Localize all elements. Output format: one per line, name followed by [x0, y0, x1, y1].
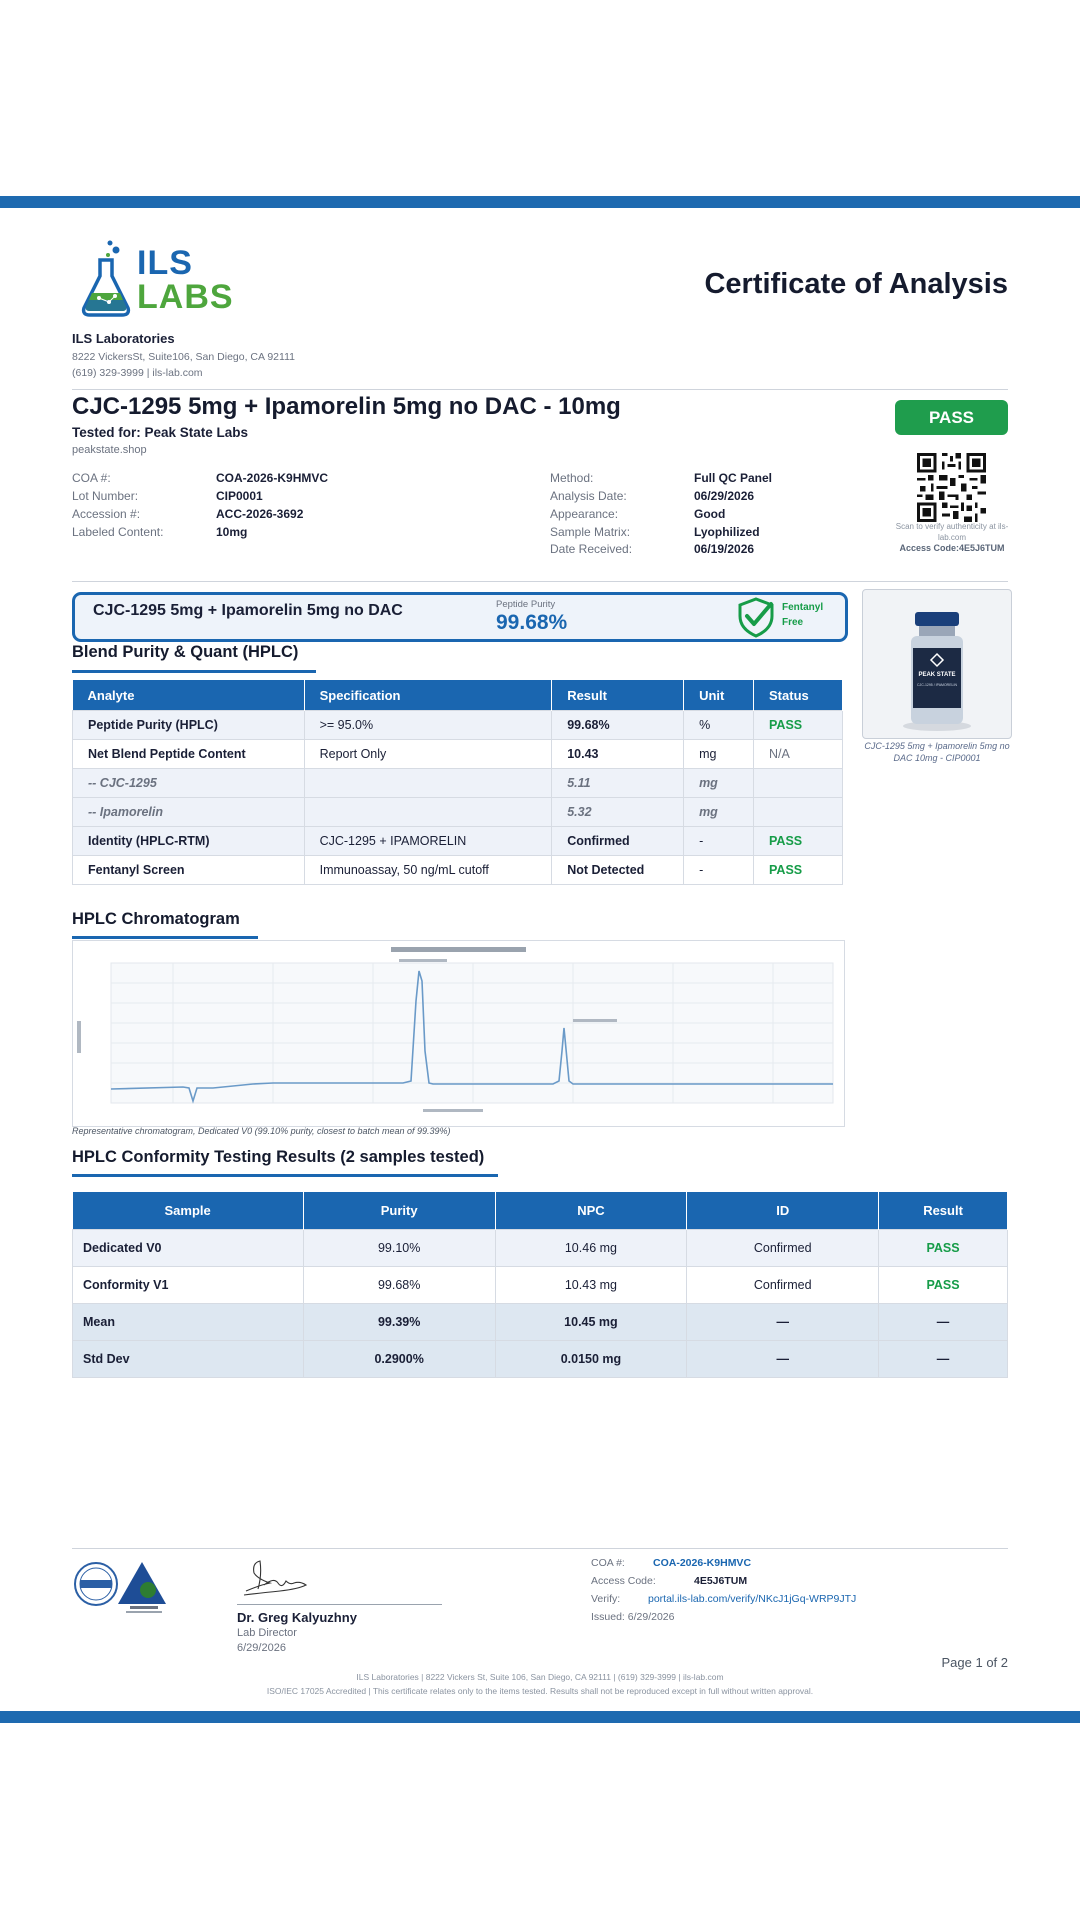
result-cell: 5.32 [552, 798, 684, 827]
meta-label: Analysis Date: [550, 489, 627, 503]
vial-caption: CJC-1295 5mg + Ipamorelin 5mg no DAC 10mg - CIP0001 [864, 741, 1010, 763]
blend-section-title: Blend Purity & Quant (HPLC) [72, 643, 299, 661]
column-header: Specification [304, 680, 552, 711]
meta-value: ACC-2026-3692 [216, 507, 304, 521]
footer-address-line: ILS Laboratories | 8222 Vickers St, Suite 106, San Diego, CA 92111 | (619) 329-3999 | ils-lab.com [356, 1672, 724, 1682]
npc-cell: 10.46 mg [495, 1230, 687, 1267]
column-header: Result [552, 680, 684, 711]
client-website: peakstate.shop [72, 444, 147, 456]
meta-label: Labeled Content: [72, 525, 164, 539]
signatory-role: Lab Director [237, 1627, 297, 1639]
signatory-name: Dr. Greg Kalyuzhny [237, 1610, 357, 1625]
top-color-band [0, 196, 1080, 208]
npc-cell: 10.45 mg [495, 1304, 687, 1341]
table-row [73, 1341, 1008, 1378]
meta-value: Good [694, 507, 726, 521]
qr-code-icon[interactable] [917, 453, 986, 522]
purity-cell: 0.2900% [303, 1341, 495, 1378]
unit-cell: % [684, 711, 754, 740]
analyte-cell: Identity (HPLC-RTM) [73, 827, 305, 856]
meta-value: Full QC Panel [694, 471, 773, 485]
conformity-table [72, 1192, 1008, 1378]
status-cell [754, 798, 843, 827]
chromatogram-trace [73, 941, 844, 1126]
meta-value: COA-2026-K9HMVC [216, 471, 329, 485]
table-row [73, 769, 843, 798]
id-cell: Confirmed [687, 1230, 879, 1267]
column-header: Status [754, 680, 843, 711]
header-divider [72, 389, 1008, 390]
result-cell: PASS [879, 1267, 1008, 1304]
status-cell: PASS [754, 711, 843, 740]
analyte-cell: Peptide Purity (HPLC) [73, 711, 305, 740]
logo-text-labs: LABS [137, 278, 234, 316]
result-cell: 10.43 [552, 740, 684, 769]
status-cell: PASS [754, 856, 843, 885]
purity-cell: 99.39% [303, 1304, 495, 1341]
meta-value: Lyophilized [694, 525, 760, 539]
unit-cell: mg [684, 798, 754, 827]
result-cell: 99.68% [552, 711, 684, 740]
lab-address: 8222 VickersSt, Suite106, San Diego, CA 92111 [72, 351, 295, 363]
verify-access-value: 4E5J6TUM [694, 1575, 748, 1587]
meta-label: Appearance: [550, 507, 619, 521]
unit-cell: - [684, 856, 754, 885]
meta-value: 06/19/2026 [694, 542, 755, 556]
status-cell [754, 769, 843, 798]
spec-cell: Report Only [304, 740, 552, 769]
issued-date: Issued: 6/29/2026 [591, 1611, 675, 1623]
qr-access-code: Access Code:4E5J6TUM [899, 543, 1005, 553]
tested-for: Tested for: Peak State Labs [72, 425, 249, 440]
table-row [73, 1267, 1008, 1304]
table-header-row [73, 1192, 1008, 1230]
qr-caption: Scan to verify authenticity at ils-lab.com [895, 522, 1009, 542]
accreditation-seal-icon [72, 1558, 172, 1616]
table-row [73, 827, 843, 856]
verify-access-label: Access Code: [591, 1575, 656, 1587]
sample-cell: Std Dev [73, 1341, 304, 1378]
result-cell: Not Detected [552, 856, 684, 885]
status-cell: N/A [754, 740, 843, 769]
result-cell: 5.11 [552, 769, 684, 798]
table-row [73, 856, 843, 885]
shield-check-icon [735, 596, 777, 638]
purity-cell: 99.10% [303, 1230, 495, 1267]
result-cell: Confirmed [552, 827, 684, 856]
chromatogram-caption: Representative chromatogram, Dedicated V0 (99.10% purity, closest to batch mean of 99.39%) [72, 1126, 451, 1136]
spec-cell: CJC-1295 + IPAMORELIN [304, 827, 552, 856]
column-header: ID [687, 1192, 879, 1230]
table-row [73, 1304, 1008, 1341]
unit-cell: mg [684, 769, 754, 798]
table-row [73, 798, 843, 827]
blend-section-underline [72, 670, 316, 673]
signature-line [237, 1604, 442, 1605]
chromatogram-section-title: HPLC Chromatogram [72, 910, 240, 928]
vial-label-product: CJC-1295 / IPAMORELIN [916, 683, 957, 687]
analyte-cell: -- CJC-1295 [73, 769, 305, 798]
unit-cell: mg [684, 740, 754, 769]
column-header: Analyte [73, 680, 305, 711]
spec-cell: Immunoassay, 50 ng/mL cutoff [304, 856, 552, 885]
chromatogram-image [72, 940, 845, 1127]
banner-purity-label: Peptide Purity [496, 599, 556, 610]
analyte-cell: -- Ipamorelin [73, 798, 305, 827]
vial-icon [863, 590, 1011, 738]
ils-labs-logo [72, 238, 242, 318]
logo-text-ils: ILS [137, 244, 193, 282]
column-header: NPC [495, 1192, 687, 1230]
meta-label: Sample Matrix: [550, 525, 631, 539]
table-row [73, 711, 843, 740]
meta-label: Method: [550, 471, 594, 485]
conformity-section-underline [72, 1174, 498, 1177]
result-cell: — [879, 1341, 1008, 1378]
id-cell: — [687, 1341, 879, 1378]
analyte-cell: Net Blend Peptide Content [73, 740, 305, 769]
signature-image [240, 1555, 320, 1600]
footer-divider [72, 1548, 1008, 1549]
lab-name: ILS Laboratories [72, 331, 175, 346]
verify-url-label: Verify: [591, 1593, 621, 1605]
spec-cell: >= 95.0% [304, 711, 552, 740]
lab-contact: (619) 329-3999 | ils-lab.com [72, 367, 203, 379]
fentanyl-free-label [782, 600, 823, 630]
verify-coa-value: COA-2026-K9HMVC [653, 1557, 752, 1569]
bottom-color-band [0, 1711, 1080, 1723]
purity-banner [72, 592, 848, 642]
purity-cell: 99.68% [303, 1267, 495, 1304]
sample-cell: Dedicated V0 [73, 1230, 304, 1267]
sample-cell: Mean [73, 1304, 304, 1341]
meta-label: Accession #: [72, 507, 141, 521]
table-header-row [73, 680, 843, 711]
table-row [73, 740, 843, 769]
signature-date: 6/29/2026 [237, 1642, 286, 1654]
meta-label: Date Received: [550, 542, 633, 556]
meta-label: Lot Number: [72, 489, 139, 503]
unit-cell: - [684, 827, 754, 856]
column-header: Unit [684, 680, 754, 711]
banner-product-name: CJC-1295 5mg + Ipamorelin 5mg no DAC [93, 602, 403, 619]
chromatogram-section-underline [72, 936, 258, 939]
vial-label-brand: PEAK STATE [918, 672, 956, 678]
table-row [73, 1230, 1008, 1267]
column-header: Result [879, 1192, 1008, 1230]
pass-badge: PASS [895, 400, 1008, 435]
npc-cell: 10.43 mg [495, 1267, 687, 1304]
product-title: CJC-1295 5mg + Ipamorelin 5mg no DAC - 10mg [72, 393, 621, 420]
blend-purity-table [72, 680, 843, 885]
npc-cell: 0.0150 mg [495, 1341, 687, 1378]
spec-cell [304, 798, 552, 827]
result-cell: — [879, 1304, 1008, 1341]
verify-url-link[interactable]: portal.ils-lab.com/verify/NKcJ1jGq-WRP9JTJ [648, 1593, 857, 1605]
spec-cell [304, 769, 552, 798]
vial-image [862, 589, 1012, 739]
meta-value: 06/29/2026 [694, 489, 755, 503]
meta-value: 10mg [216, 525, 248, 539]
fentanyl-line1: Fentanyl [782, 602, 824, 613]
result-cell: PASS [879, 1230, 1008, 1267]
id-cell: — [687, 1304, 879, 1341]
fentanyl-line2: Free [782, 617, 804, 628]
meta-value: CIP0001 [216, 489, 263, 503]
banner-purity-value: 99.68% [496, 611, 568, 634]
verify-coa-label: COA #: [591, 1557, 625, 1569]
column-header: Sample [73, 1192, 304, 1230]
footer-disclaimer-line: ISO/IEC 17025 Accredited | This certificate relates only to the items tested. Results shall not be reproduced except in full without written approval. [266, 1686, 814, 1696]
conformity-section-title: HPLC Conformity Testing Results (2 samples tested) [72, 1148, 485, 1166]
analyte-cell: Fentanyl Screen [73, 856, 305, 885]
meta-divider [72, 581, 1008, 582]
column-header: Purity [303, 1192, 495, 1230]
id-cell: Confirmed [687, 1267, 879, 1304]
meta-label: COA #: [72, 471, 111, 485]
page-number: Page 1 of 2 [941, 1655, 1008, 1670]
status-cell: PASS [754, 827, 843, 856]
sample-cell: Conformity V1 [73, 1267, 304, 1304]
document-title: Certificate of Analysis [704, 268, 1008, 300]
